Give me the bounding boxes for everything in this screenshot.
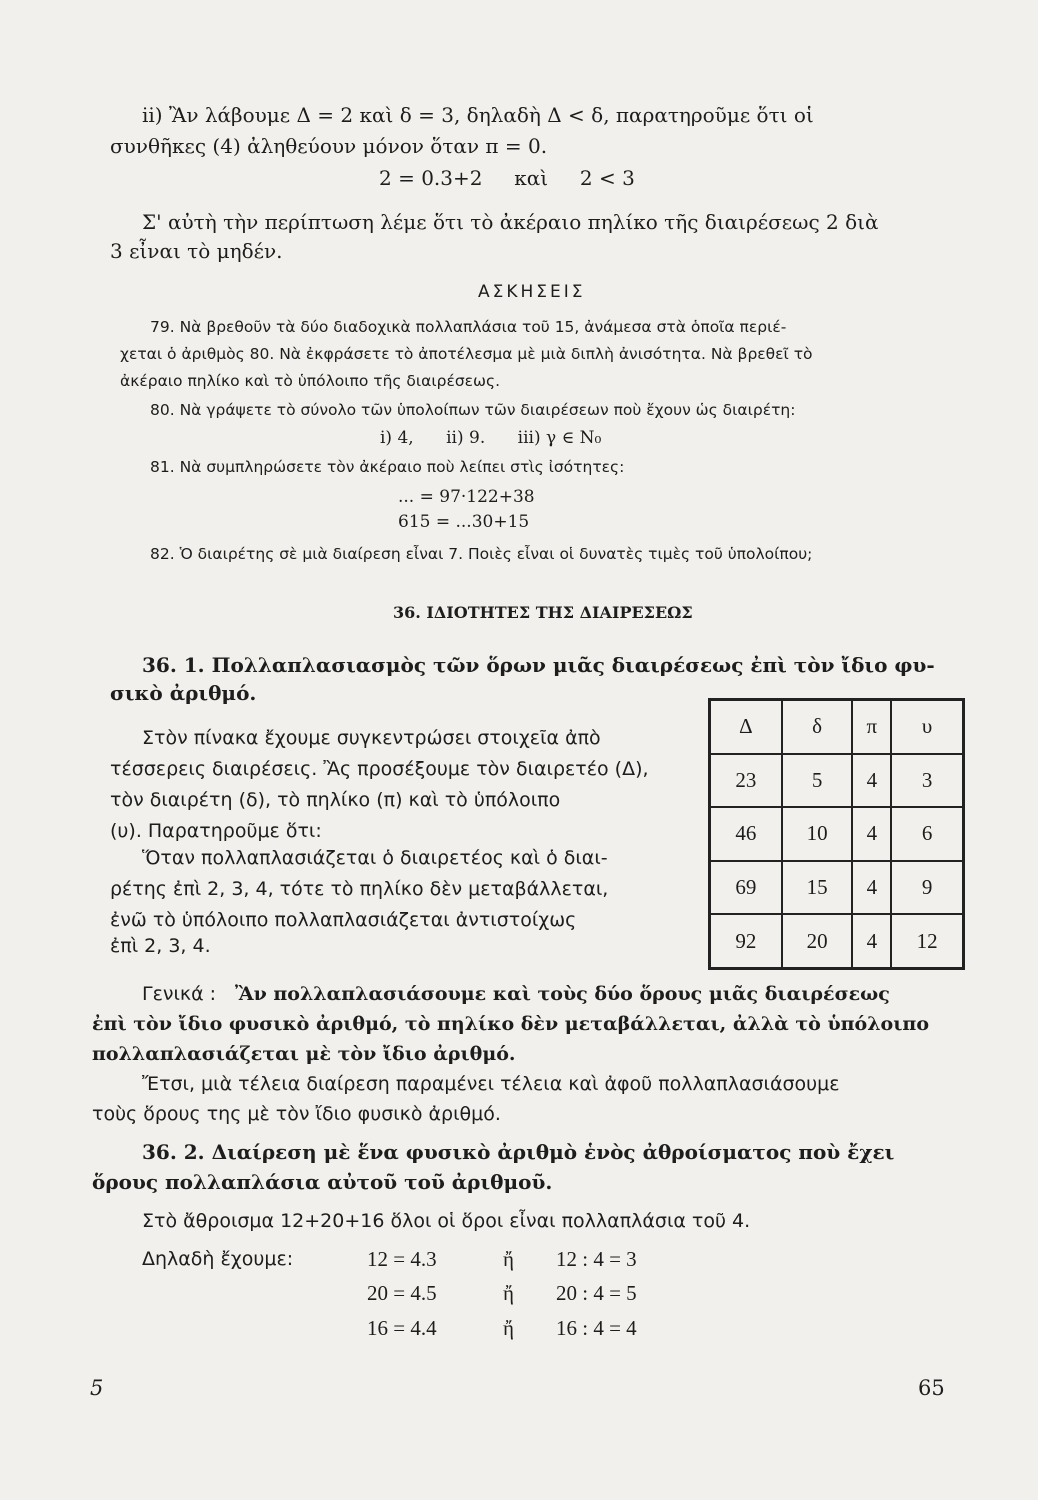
paragraph-3-line-2: τοὺς ὅρους της μὲ τὸν ἴδιο φυσικὸ ἀριθμό. xyxy=(92,1103,501,1125)
table-row xyxy=(710,807,964,861)
exercise-81-line-1: 81. Νὰ συμπληρώσετε τὸν ἀκέραιο ποὺ λείπει στὶς ἰσότητες: xyxy=(150,458,625,476)
paragraph-1-line-3: τὸν διαιρέτη (δ), τὸ πηλίκο (π) καὶ τὸ ὑπόλοιπο xyxy=(110,789,561,811)
page-number: 65 xyxy=(918,1376,945,1400)
exercise-79-line-2: χεται ὁ ἀριθμὸς 80. Νὰ ἐκφράσετε τὸ ἀποτέλεσμα μὲ μιὰ διπλὴ ἀνισότητα. Νὰ βρεθεῖ τὸ xyxy=(120,345,813,363)
table-header-cell: δ xyxy=(782,700,853,754)
table-cell: 92 xyxy=(710,914,782,968)
general-rule-line-3: πολλαπλασιάζεται μὲ τὸν ἴδιο ἀριθμό. xyxy=(92,1043,516,1065)
table-cell: 12 xyxy=(891,914,963,968)
equation-right: 12 : 4 = 3 xyxy=(556,1247,637,1271)
paragraph-5-label: Δηλαδὴ ἔχουμε: xyxy=(142,1248,294,1270)
table-row xyxy=(710,914,964,968)
table-row xyxy=(710,754,964,808)
table-cell: 4 xyxy=(852,807,891,861)
intro-line-4: 3 εἶναι τὸ μηδέν. xyxy=(110,239,283,263)
equation-right: 16 : 4 = 4 xyxy=(556,1316,637,1340)
equation-right: 20 : 4 = 5 xyxy=(556,1281,637,1305)
exercise-80-line-1: 80. Νὰ γράψετε τὸ σύνολο τῶν ὑπολοίπων τῶν διαιρέσεων ποὺ ἔχουν ὡς διαιρέτη: xyxy=(150,401,796,419)
table-cell: 69 xyxy=(710,861,782,915)
table-header-row xyxy=(710,700,964,754)
paragraph-2-line-1: Ὅταν πολλαπλασιάζεται ὁ διαιρετέος καὶ ὁ διαι- xyxy=(142,847,608,869)
table-cell: 3 xyxy=(891,754,963,808)
table-cell: 10 xyxy=(782,807,853,861)
exercise-79-line-1: 79. Νὰ βρεθοῦν τὰ δύο διαδοχικὰ πολλαπλάσια τοῦ 15, ἀνάμεσα στὰ ὁποῖα περιέ- xyxy=(150,318,787,336)
intro-line-3: Σ' αὐτὴ τὴν περίπτωση λέμε ὅτι τὸ ἀκέραιο πηλίκο τῆς διαιρέσεως 2 διὰ xyxy=(142,210,879,234)
paragraph-2-line-2: ρέτης ἐπὶ 2, 3, 4, τότε τὸ πηλίκο δὲν μεταβάλλεται, xyxy=(110,878,609,900)
table-row xyxy=(710,861,964,915)
paragraph-4: Στὸ ἄθροισμα 12+20+16 ὅλοι οἱ ὅροι εἶναι πολλαπλάσια τοῦ 4. xyxy=(142,1210,751,1232)
table-cell: 46 xyxy=(710,807,782,861)
equation-conjunction: ἤ xyxy=(503,1316,514,1340)
paragraph-1-line-1: Στὸν πίνακα ἔχουμε συγκεντρώσει στοιχεῖα ἀπὸ xyxy=(142,727,601,749)
paragraph-1-line-2: τέσσερεις διαιρέσεις. Ἂς προσέξουμε τὸν διαιρετέο (Δ), xyxy=(110,758,649,780)
equation-conjunction: ἤ xyxy=(503,1281,514,1305)
subsection-36-1-title-line-1: 36. 1. Πολλαπλασιασμὸς τῶν ὅρων μιᾶς διαιρέσεως ἐπὶ τὸν ἴδιο φυ- xyxy=(142,653,935,677)
section-title: 36. ΙΔΙΟΤΗΤΕΣ ΤΗΣ ΔΙΑΙΡΕΣΕΩΣ xyxy=(393,603,693,622)
paragraph-3-line-1: Ἔτσι, μιὰ τέλεια διαίρεση παραμένει τέλεια καὶ ἀφοῦ πολλαπλασιάσουμε xyxy=(142,1073,840,1095)
table-cell: 6 xyxy=(891,807,963,861)
equation-left: 16 = 4.4 xyxy=(367,1316,437,1340)
table-cell: 4 xyxy=(852,754,891,808)
table-cell: 9 xyxy=(891,861,963,915)
equation-left: 12 = 4.3 xyxy=(367,1247,437,1271)
subsection-36-2-title-line-1: 36. 2. Διαίρεση μὲ ἕνα φυσικὸ ἀριθμὸ ἑνὸς ἀθροίσματος ποὺ ἔχει xyxy=(142,1140,895,1164)
division-table xyxy=(708,698,965,970)
intro-line-1: ii) Ἂν λάβουμε Δ = 2 καὶ δ = 3, δηλαδὴ Δ < δ, παρατηροῦμε ὅτι οἱ xyxy=(142,103,814,127)
table-cell: 4 xyxy=(852,861,891,915)
table-cell: 5 xyxy=(782,754,853,808)
table-cell: 15 xyxy=(782,861,853,915)
general-rule-line-1: Ἂν πολλαπλασιάσουμε καὶ τοὺς δύο ὅρους μιᾶς διαιρέσεως xyxy=(235,983,890,1005)
intro-equation: 2 = 0.3+2 καὶ 2 < 3 xyxy=(379,166,635,190)
intro-line-2: συνθῆκες (4) ἀληθεύουν μόνον ὅταν π = 0. xyxy=(110,134,548,158)
general-rule-line-2: ἐπὶ τὸν ἴδιο φυσικὸ ἀριθμό, τὸ πηλίκο δὲν μεταβάλλεται, ἀλλὰ τὸ ὑπόλοιπο xyxy=(92,1013,929,1035)
exercise-79-line-3: ἀκέραιο πηλίκο καὶ τὸ ὑπόλοιπο τῆς διαιρέσεως. xyxy=(120,372,501,390)
paragraph-2-line-4: ἐπὶ 2, 3, 4. xyxy=(110,935,211,957)
equation-left: 20 = 4.5 xyxy=(367,1281,437,1305)
general-label: Γενικά : xyxy=(142,983,217,1005)
exercises-heading: ΑΣΚΗΣΕΙΣ xyxy=(478,282,586,302)
subsection-36-2-title-line-2: ὅρους πολλαπλάσια αὐτοῦ τοῦ ἀριθμοῦ. xyxy=(92,1170,553,1194)
exercise-82: 82. Ὁ διαιρέτης σὲ μιὰ διαίρεση εἶναι 7. Ποιὲς εἶναι οἱ δυνατὲς τιμὲς τοῦ ὑπολοίπου; xyxy=(150,545,813,563)
table-header-cell: υ xyxy=(891,700,963,754)
exercise-81-line-2: ... = 97·122+38 xyxy=(398,487,535,507)
paragraph-1-line-4: (υ). Παρατηροῦμε ὅτι: xyxy=(110,820,322,842)
signature-mark: 5 xyxy=(90,1376,104,1400)
table-cell: 20 xyxy=(782,914,853,968)
exercise-80-line-2: i) 4, ii) 9. iii) γ ∈ N₀ xyxy=(380,428,602,448)
table-header-cell: π xyxy=(852,700,891,754)
table-header-cell: Δ xyxy=(710,700,782,754)
paragraph-2-line-3: ἐνῶ τὸ ὑπόλοιπο πολλαπλασιάζεται ἀντιστοίχως xyxy=(110,909,577,931)
equation-conjunction: ἤ xyxy=(503,1247,514,1271)
subsection-36-1-title-line-2: σικὸ ἀριθμό. xyxy=(110,681,257,705)
table-cell: 4 xyxy=(852,914,891,968)
table-cell: 23 xyxy=(710,754,782,808)
exercise-81-line-3: 615 = ...30+15 xyxy=(398,512,530,532)
